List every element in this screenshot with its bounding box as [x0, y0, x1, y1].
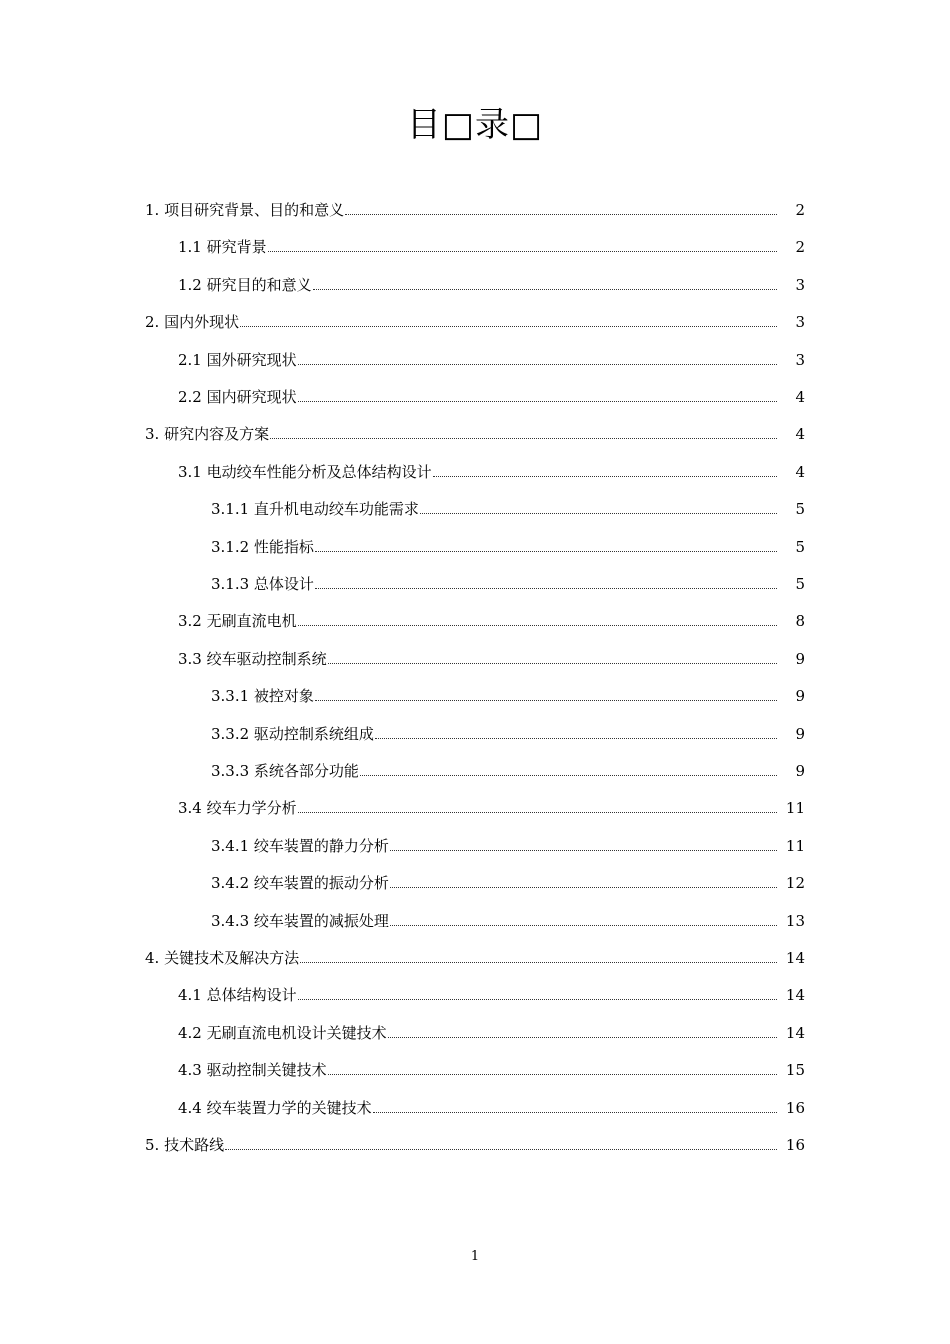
toc-entry-label: 3.2 无刷直流电机: [178, 612, 297, 630]
toc-entry-page: 9: [795, 650, 805, 668]
toc-entry-label: 3.4.1 绞车装置的静力分析: [211, 837, 389, 855]
toc-entry-page: 9: [795, 762, 805, 780]
toc-entry[interactable]: [211, 572, 805, 594]
toc-entry-label: 4.3 驱动控制关键技术: [178, 1061, 327, 1079]
toc-entry[interactable]: [211, 759, 805, 781]
toc-entry-page: 2: [795, 238, 805, 256]
toc-dot-leader: [390, 850, 777, 851]
toc-entry-page: 5: [795, 538, 805, 556]
toc-entry-label: 3.4.3 绞车装置的减振处理: [211, 912, 389, 930]
toc-entry-label: 4.4 绞车装置力学的关键技术: [178, 1099, 372, 1117]
toc-dot-leader: [345, 214, 777, 215]
toc-entry-page: 14: [785, 986, 805, 1004]
toc-dot-leader: [298, 364, 777, 365]
toc-entry-label: 3.3.1 被控对象: [211, 687, 314, 705]
toc-dot-leader: [388, 1037, 777, 1038]
toc-dot-leader: [373, 1112, 777, 1113]
toc-entry-page: 5: [795, 500, 805, 518]
toc-entry[interactable]: [211, 909, 805, 931]
toc-entry-page: 4: [795, 463, 805, 481]
toc-entry-label: 4. 关键技术及解决方法: [145, 949, 300, 967]
toc-dot-leader: [420, 513, 777, 514]
toc-entry[interactable]: [178, 796, 805, 818]
toc-entry-label: 3.1 电动绞车性能分析及总体结构设计: [178, 463, 432, 481]
toc-entry-label: 2. 国内外现状: [145, 313, 240, 331]
toc-entry[interactable]: [211, 497, 805, 519]
toc-entry[interactable]: [178, 235, 805, 257]
toc-entry-page: 11: [785, 799, 805, 817]
toc-dot-leader: [298, 812, 777, 813]
toc-entry-page: 3: [795, 313, 805, 331]
toc-entry-page: 13: [785, 912, 805, 930]
toc-entry[interactable]: [178, 1058, 805, 1080]
toc-entry-label: 3.1.2 性能指标: [211, 538, 314, 556]
toc-entry-label: 1. 项目研究背景、目的和意义: [145, 201, 345, 219]
toc-dot-leader: [270, 438, 777, 439]
toc-entry[interactable]: [178, 273, 805, 295]
toc-dot-leader: [360, 775, 777, 776]
toc-dot-leader: [268, 251, 777, 252]
toc-dot-leader: [433, 476, 777, 477]
toc-dot-leader: [313, 289, 777, 290]
toc-dot-leader: [328, 663, 777, 664]
toc-entry[interactable]: [178, 348, 805, 370]
toc-entry[interactable]: [145, 198, 805, 220]
toc-entry-label: 3.1.3 总体设计: [211, 575, 314, 593]
toc-dot-leader: [298, 625, 777, 626]
toc-dot-leader: [298, 401, 777, 402]
toc-entry[interactable]: [178, 647, 805, 669]
toc-entry-label: 1.1 研究背景: [178, 238, 267, 256]
toc-dot-leader: [315, 700, 777, 701]
toc-entry[interactable]: [145, 1133, 805, 1155]
toc-entry-label: 3.1.1 直升机电动绞车功能需求: [211, 500, 419, 518]
toc-dot-leader: [390, 887, 777, 888]
toc-dot-leader: [328, 1074, 777, 1075]
toc-entry[interactable]: [178, 1021, 805, 1043]
page-number: 1: [470, 1249, 480, 1264]
toc-entry-page: 3: [795, 351, 805, 369]
toc-entry-label: 1.2 研究目的和意义: [178, 276, 312, 294]
toc-entry-page: 16: [785, 1099, 805, 1117]
toc-entry-label: 3.3 绞车驱动控制系统: [178, 650, 327, 668]
toc-entry-page: 14: [785, 949, 805, 967]
toc-dot-leader: [225, 1149, 777, 1150]
page-title: 目□录□: [406, 105, 544, 145]
toc-entry-label: 4.1 总体结构设计: [178, 986, 297, 1004]
toc-entry[interactable]: [211, 834, 805, 856]
toc-entry[interactable]: [211, 871, 805, 893]
toc-entry-label: 3.4 绞车力学分析: [178, 799, 297, 817]
toc-dot-leader: [315, 588, 777, 589]
toc-entry-page: 9: [795, 687, 805, 705]
toc-entry-label: 3. 研究内容及方案: [145, 425, 270, 443]
toc-entry[interactable]: [178, 1096, 805, 1118]
toc-entry-page: 2: [795, 201, 805, 219]
toc-entry[interactable]: [145, 310, 805, 332]
toc-entry[interactable]: [178, 460, 805, 482]
toc-dot-leader: [240, 326, 777, 327]
toc-dot-leader: [315, 551, 777, 552]
toc-entry-page: 8: [795, 612, 805, 630]
toc-entry-label: 3.3.2 驱动控制系统组成: [211, 725, 374, 743]
toc-dot-leader: [298, 999, 777, 1000]
toc-entry-page: 15: [785, 1061, 805, 1079]
toc-entry[interactable]: [211, 535, 805, 557]
toc-entry[interactable]: [211, 722, 805, 744]
toc-entry-page: 14: [785, 1024, 805, 1042]
toc-entry-page: 12: [785, 874, 805, 892]
toc-entry-page: 11: [785, 837, 805, 855]
toc-entry-page: 16: [785, 1136, 805, 1154]
toc-dot-leader: [390, 925, 777, 926]
toc-entry[interactable]: [145, 946, 805, 968]
toc-entry-page: 9: [795, 725, 805, 743]
toc-entry-page: 3: [795, 276, 805, 294]
toc-entry-label: 4.2 无刷直流电机设计关键技术: [178, 1024, 387, 1042]
toc-entry[interactable]: [145, 422, 805, 444]
toc-entry-page: 5: [795, 575, 805, 593]
toc-entry-page: 4: [795, 388, 805, 406]
toc-entry-label: 3.3.3 系统各部分功能: [211, 762, 359, 780]
toc-entry[interactable]: [178, 983, 805, 1005]
toc-entry[interactable]: [178, 385, 805, 407]
toc-entry-label: 5. 技术路线: [145, 1136, 225, 1154]
toc-entry-page: 4: [795, 425, 805, 443]
toc-dot-leader: [300, 962, 777, 963]
toc-entry-label: 2.2 国内研究现状: [178, 388, 297, 406]
toc-entry-label: 2.1 国外研究现状: [178, 351, 297, 369]
toc-entry-label: 3.4.2 绞车装置的振动分析: [211, 874, 389, 892]
toc-entry[interactable]: [178, 609, 805, 631]
toc-dot-leader: [375, 738, 777, 739]
toc-entry[interactable]: [211, 684, 805, 706]
